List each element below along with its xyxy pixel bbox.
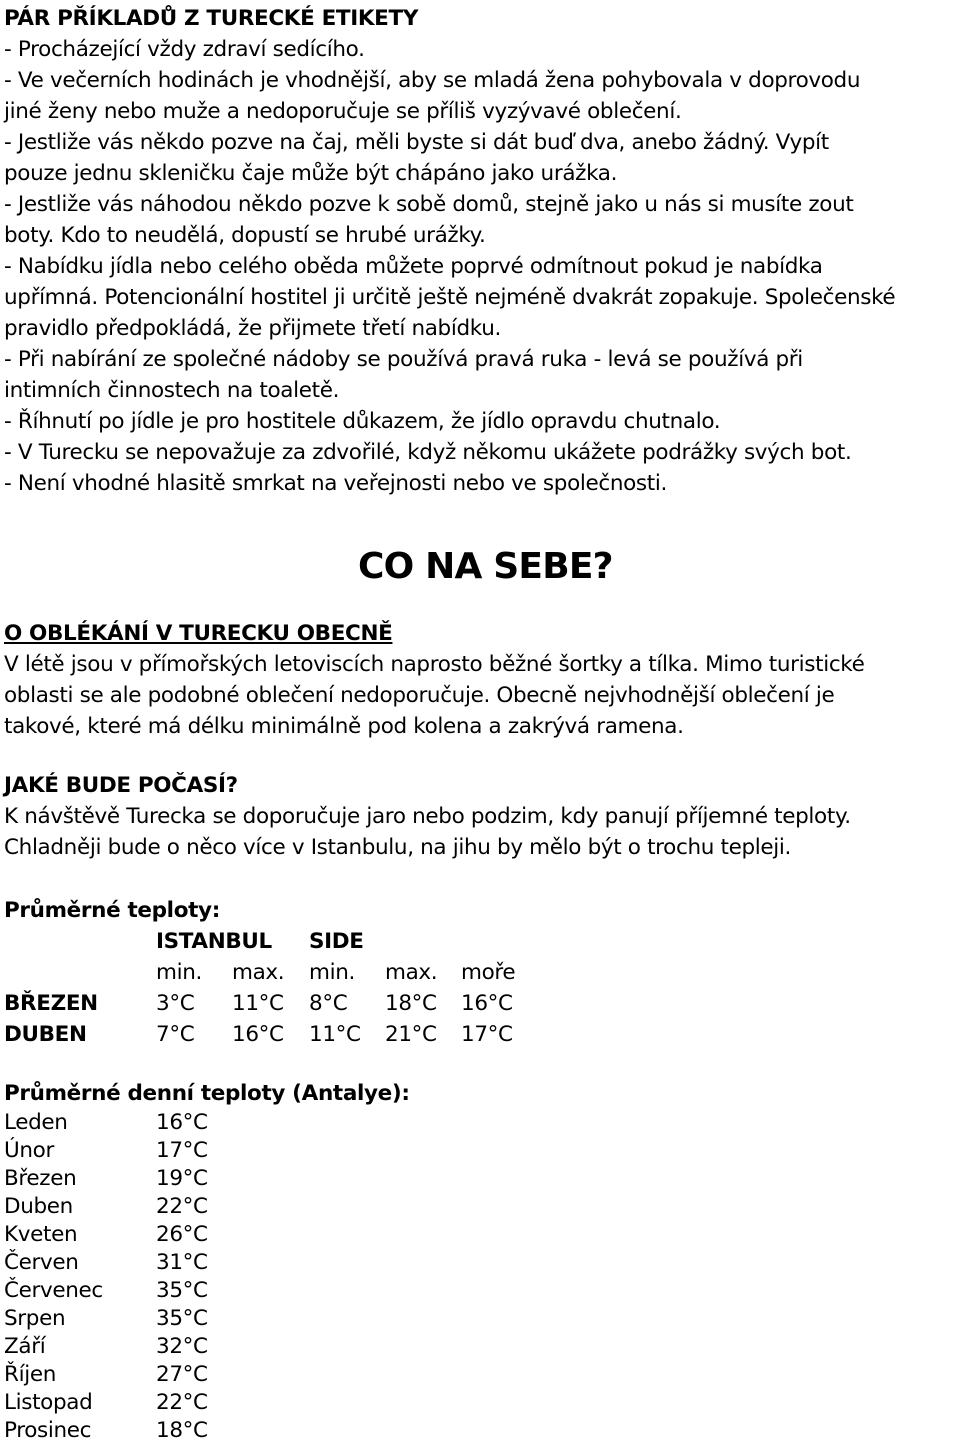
antalya-section (4, 1078, 410, 1445)
etiquette-line: - Ve večerních hodinách je vhodnější, aby se mladá žena pohybovala v doprovodu (4, 68, 861, 93)
list-item (4, 1277, 410, 1305)
month-temp: 22°C (156, 1194, 208, 1219)
etiquette-line: pouze jednu skleničku čaje může být chápáno jako urážka. (4, 161, 618, 186)
month-name: Únor (4, 1138, 54, 1163)
month-name: Prosinec (4, 1418, 92, 1443)
list-item (4, 1305, 410, 1333)
clothing-line: oblasti se ale podobné oblečení nedoporučuje. Obecně nejvhodnější oblečení je (4, 683, 835, 708)
etiquette-line: - Nabídku jídla nebo celého oběda můžete poprvé odmítnout pokud je nabídka (4, 254, 823, 279)
avg-temps-title: Průměrné teploty: (4, 898, 220, 923)
clothing-section (4, 618, 865, 742)
list-item (4, 1417, 410, 1445)
sub-header: max. (385, 960, 438, 985)
month-temp: 22°C (156, 1390, 208, 1415)
table-cell: 8°C (309, 991, 348, 1016)
month-temp: 27°C (156, 1362, 208, 1387)
list-item (4, 1221, 410, 1249)
list-item (4, 1165, 410, 1193)
list-item (4, 1109, 410, 1137)
month-temp: 32°C (156, 1334, 208, 1359)
etiquette-line: - Není vhodné hlasitě smrkat na veřejnosti nebo ve společnosti. (4, 471, 667, 496)
month-name: Září (4, 1334, 46, 1359)
avg-temps-section (4, 895, 516, 1050)
city-header-istanbul: ISTANBUL (156, 929, 272, 954)
etiquette-line: jiné ženy nebo muže a nedoporučuje se příliš vyzývavé oblečení. (4, 99, 682, 124)
month-temp: 35°C (156, 1306, 208, 1331)
clothing-line: takové, které má délku minimálně pod kolena a zakrývá ramena. (4, 714, 684, 739)
month-name: Srpen (4, 1306, 66, 1331)
list-item (4, 1249, 410, 1277)
month-name: Kveten (4, 1222, 78, 1247)
table-cell: 11°C (232, 991, 284, 1016)
table-cell: 17°C (461, 1022, 513, 1047)
month-name: Leden (4, 1110, 68, 1135)
month-temp: 31°C (156, 1250, 208, 1275)
sub-header: min. (309, 960, 355, 985)
etiquette-line: boty. Kdo to neudělá, dopustí se hrubé urážky. (4, 223, 486, 248)
row-month: DUBEN (4, 1022, 87, 1047)
month-temp: 19°C (156, 1166, 208, 1191)
sub-header: moře (461, 960, 516, 985)
etiquette-section (4, 3, 895, 499)
table-row (4, 1019, 513, 1050)
month-name: Březen (4, 1166, 77, 1191)
table-cell: 18°C (385, 991, 437, 1016)
list-item (4, 1137, 410, 1165)
month-temp: 35°C (156, 1278, 208, 1303)
sub-header: max. (232, 960, 285, 985)
city-header-row (4, 926, 364, 957)
city-header-side: SIDE (309, 929, 364, 954)
table-cell: 16°C (461, 991, 513, 1016)
etiquette-line: - Procházející vždy zdraví sedícího. (4, 37, 365, 62)
etiquette-line: - Jestliže vás někdo pozve na čaj, měli byste si dát buď dva, anebo žádný. Vypít (4, 130, 829, 155)
sub-header-row (4, 957, 516, 988)
table-cell: 21°C (385, 1022, 437, 1047)
row-month: BŘEZEN (4, 991, 98, 1016)
etiquette-line: intimních činnostech na toaletě. (4, 378, 340, 403)
month-name: Červen (4, 1250, 79, 1275)
main-heading: CO NA SEBE? (358, 546, 613, 587)
etiquette-line: - Jestliže vás náhodou někdo pozve k sobě domů, stejně jako u nás si musíte zout (4, 192, 854, 217)
month-temp: 26°C (156, 1222, 208, 1247)
month-name: Listopad (4, 1390, 93, 1415)
table-cell: 16°C (232, 1022, 284, 1047)
table-cell: 3°C (156, 991, 195, 1016)
list-item (4, 1361, 410, 1389)
list-item (4, 1333, 410, 1361)
month-name: Červenec (4, 1278, 103, 1303)
weather-line: Chladněji bude o něco více v Istanbulu, na jihu by mělo být o trochu tepleji. (4, 835, 791, 860)
table-row (4, 988, 513, 1019)
month-temp: 17°C (156, 1138, 208, 1163)
weather-line: K návštěvě Turecka se doporučuje jaro nebo podzim, kdy panují příjemné teploty. (4, 804, 851, 829)
month-temp: 16°C (156, 1110, 208, 1135)
antalya-title: Průměrné denní teploty (Antalye): (4, 1081, 410, 1106)
etiquette-line: - V Turecku se nepovažuje za zdvořilé, když někomu ukážete podrážky svých bot. (4, 440, 852, 465)
month-name: Duben (4, 1194, 73, 1219)
clothing-title: O OBLÉKÁNÍ V TURECKU OBECNĚ (4, 621, 393, 646)
weather-title: JAKÉ BUDE POČASÍ? (4, 773, 238, 798)
etiquette-title: PÁR PŘÍKLADŮ Z TURECKÉ ETIKETY (4, 6, 419, 31)
table-cell: 7°C (156, 1022, 195, 1047)
weather-section (4, 770, 851, 863)
etiquette-line: pravidlo předpokládá, že přijmete třetí nabídku. (4, 316, 501, 341)
clothing-line: V létě jsou v přímořských letoviscích naprosto běžné šortky a tílka. Mimo turistické (4, 652, 865, 677)
list-item (4, 1389, 410, 1417)
table-cell: 11°C (309, 1022, 361, 1047)
etiquette-line: - Říhnutí po jídle je pro hostitele důkazem, že jídlo opravdu chutnalo. (4, 409, 721, 434)
etiquette-line: upřímná. Potencionální hostitel ji určitě ještě nejméně dvakrát zopakuje. Společenské (4, 285, 896, 310)
month-temp: 18°C (156, 1418, 208, 1443)
etiquette-line: - Při nabírání ze společné nádoby se používá pravá ruka - levá se používá při (4, 347, 803, 372)
list-item (4, 1193, 410, 1221)
sub-header: min. (156, 960, 202, 985)
month-name: Říjen (4, 1362, 56, 1387)
